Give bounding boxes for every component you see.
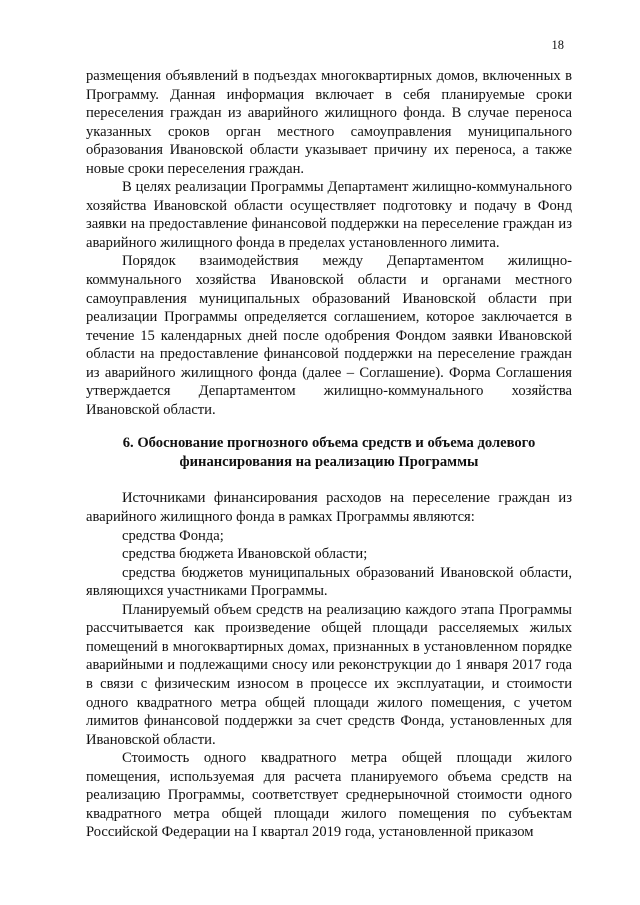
section-heading: 6. Обоснование прогнозного объема средств и объема долевого финансирования на реализацию Программы	[122, 435, 536, 470]
paragraph-funding-sources: Источниками финансирования расходов на переселение граждан из аварийного жилищного фонда в рамках Программы являются:	[86, 490, 572, 526]
paragraph-square-meter-cost: Стоимость одного квадратного метра общей площади жилого помещения, используемая для расчета планируемого объема средств на реализацию Программы, соответствует среднерыночной стоимости одного квадратного метра общей площади жилого помещения по субъектам Российской Федерации на I квартал 2019 года, установленной приказом	[86, 750, 572, 841]
list-item-fund: средства Фонда;	[122, 527, 224, 544]
list-item-municipal-budgets: средства бюджетов муниципальных образований Ивановской области, являющихся участниками Программы.	[86, 564, 572, 600]
document-body	[86, 67, 572, 842]
page-number: 18	[551, 38, 564, 52]
paragraph-planned-volume: Планируемый объем средств на реализацию каждого этапа Программы рассчитывается как произведение общей площади расселяемых жилых помещений в многоквартирных домах, признанных в установленном порядке аварийными и подлежащими сносу или реконструкции до 1 января 2017 года в связи с физическим износом в процессе их эксплуатации, и стоимости одного квадратного метра общей площади жилого помещения, с учетом лимитов финансовой поддержки за счет средств Фонда, установленных для Ивановской области.	[86, 601, 572, 748]
paragraph-notice-placement: размещения объявлений в подъездах многоквартирных домов, включенных в Программу. Данная информация включает в себя планируемые сроки переселения граждан из аварийного жилищного фонда. В случае переноса указанных сроков орган местного самоуправления муниципального образования Ивановской области указывает причину их переноса, а также новые сроки переселения граждан.	[86, 68, 572, 177]
paragraph-application-submission: В целях реализации Программы Департамент жилищно-коммунального хозяйства Ивановской области осуществляет подготовку и подачу в Фонд заявки на предоставление финансовой поддержки на переселение граждан из аварийного жилищного фонда в пределах установленного лимита.	[86, 179, 572, 251]
list-item-regional-budget: средства бюджета Ивановской области;	[122, 546, 368, 563]
paragraph-interaction-procedure: Порядок взаимодействия между Департаментом жилищно-коммунального хозяйства Ивановской области и органами местного самоуправления муниципальных образований Ивановской области при реализации Программы определяется соглашением, которое заключается в течение 15 календарных дней после одобрения Фондом заявки Ивановской области на предоставление финансовой поддержки на переселение граждан из аварийного жилищного фонда (далее – Соглашение). Форма Соглашения утверждается Департаментом жилищно-коммунального хозяйства Ивановской области.	[86, 253, 572, 418]
